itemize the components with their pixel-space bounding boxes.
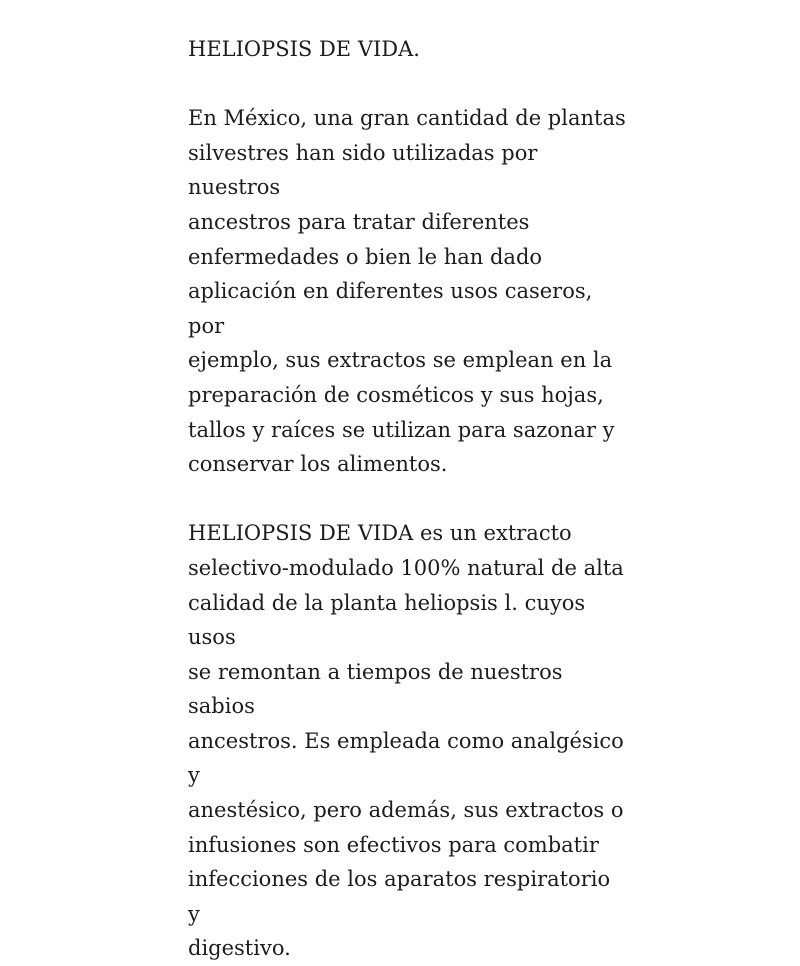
paragraph-1-line: conservar los alimentos. [188, 452, 448, 477]
document-title: HELIOPSIS DE VIDA. [188, 37, 420, 61]
paragraph-1-line: silvestres han sido utilizadas por nuestros [188, 140, 538, 200]
paragraph-2-line: infecciones de los aparatos respiratorio y [188, 867, 611, 926]
paragraph-2-line: infusiones son efectivos para combatir [188, 832, 599, 857]
paragraph-1-line: tallos y raíces se utilizan para sazonar y [188, 417, 615, 442]
paragraph-2-line: selectivo-modulado 100% natural de alta [188, 555, 624, 580]
paragraph-2 [188, 516, 628, 966]
paragraph-2-line: calidad de la planta heliopsis l. cuyos usos [188, 590, 586, 650]
paragraph-gap [188, 67, 628, 102]
paragraph-2-line: digestivo. [188, 936, 291, 961]
document-body [188, 32, 628, 966]
paragraph-1-line: preparación de cosméticos y sus hojas, [188, 382, 604, 407]
paragraph-1-line: En México, una gran cantidad de plantas [188, 106, 626, 131]
paragraph-2-line: anestésico, pero además, sus extractos o [188, 798, 624, 823]
paragraph-2-line: ancestros. Es empleada como analgésico y [188, 728, 624, 788]
paragraph-1-line: aplicación en diferentes usos caseros, por [188, 279, 593, 338]
paragraph-1 [188, 101, 628, 482]
paragraph-1-line: ejemplo, sus extractos se emplean en la [188, 348, 613, 373]
paragraph-2-line: se remontan a tiempos de nuestros sabios [188, 659, 563, 719]
paragraph-2-line: HELIOPSIS DE VIDA es un extracto [188, 521, 572, 546]
paragraph-gap [188, 482, 628, 517]
paragraph-1-line: enfermedades o bien le han dado [188, 244, 543, 269]
paragraph-1-line: ancestros para tratar diferentes [188, 209, 530, 234]
